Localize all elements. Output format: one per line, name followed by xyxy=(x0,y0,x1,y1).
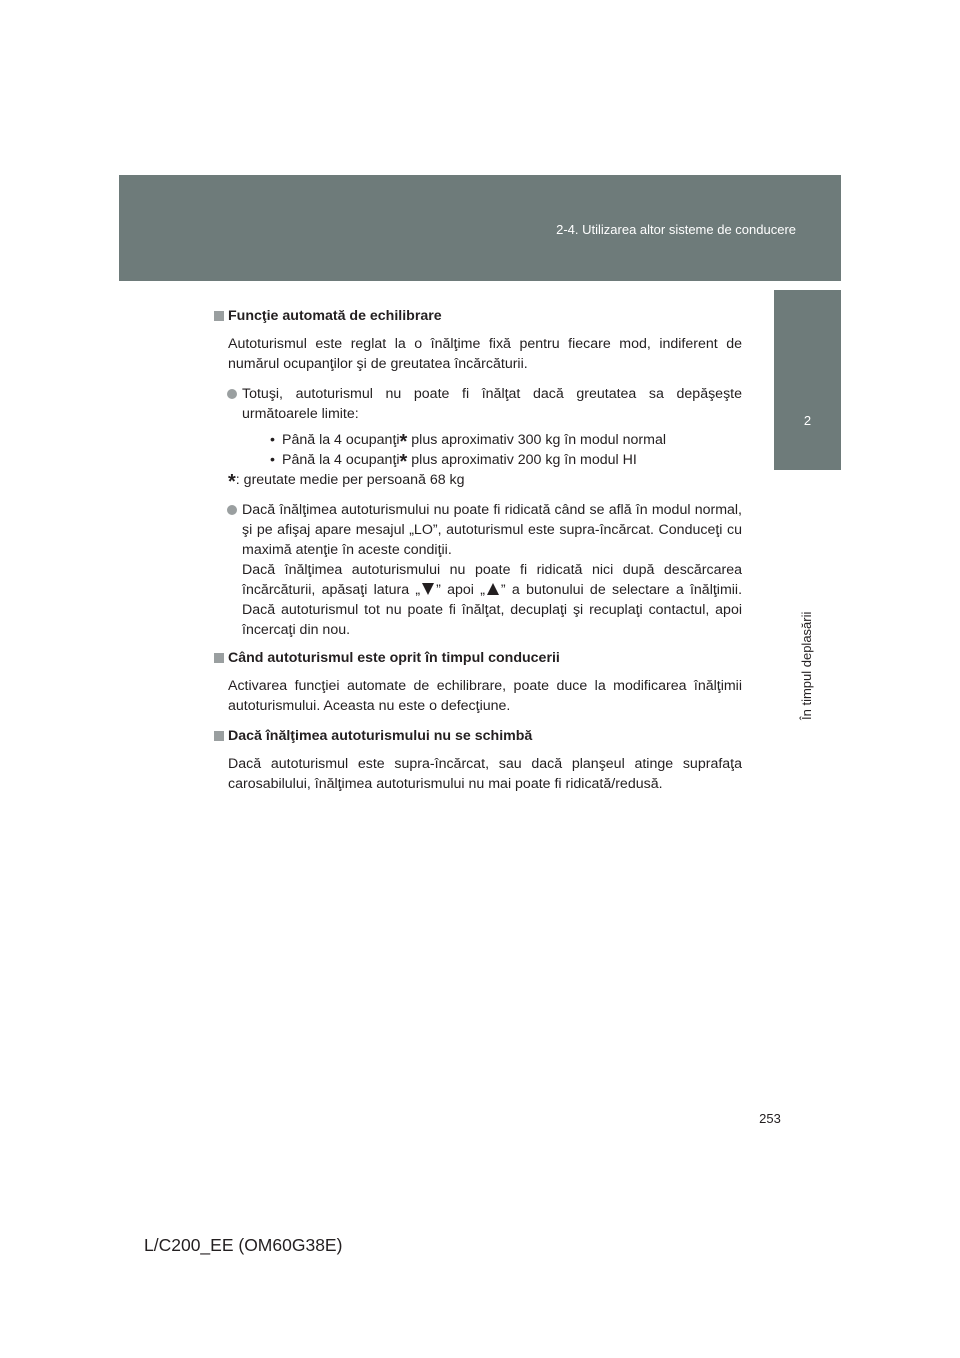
circle-bullet-icon xyxy=(227,505,237,515)
square-bullet-icon xyxy=(214,653,224,663)
section-heading xyxy=(214,726,742,746)
section-heading xyxy=(214,648,742,668)
asterisk-icon: * xyxy=(399,431,408,453)
text-run: ” a butonului de selectare a înălţimii. Dacă autoturismul tot nu poate fi înălţat, decuplaţi şi recuplaţi contactul, apoi încercaţi din nou. xyxy=(242,582,743,638)
bullet-text xyxy=(242,560,742,640)
bullet-text: Totuşi, autoturismul nu poate fi înălţat dacă greutatea sa depăşeşte următoarele limite: xyxy=(242,386,742,422)
chapter-number: 2 xyxy=(803,413,812,428)
square-bullet-icon xyxy=(214,311,224,321)
page-number: 253 xyxy=(759,1111,781,1126)
circle-bullet-icon xyxy=(227,389,237,399)
chapter-tab-label-box xyxy=(774,470,841,720)
asterisk-icon: * xyxy=(399,451,408,473)
asterisk-icon: * xyxy=(228,471,236,493)
heading-text: Dacă înălţimea autoturismului nu se schimbă xyxy=(228,728,533,744)
limit-text: plus aproximativ 300 kg în modul normal xyxy=(407,432,666,448)
bullet-item xyxy=(228,384,742,493)
limit-text: plus aproximativ 200 kg în modul HI xyxy=(407,452,637,468)
bullet-text: Dacă înălţimea autoturismului nu poate fi ridicată când se află în modul normal, şi pe afişaj apare mesajul „LO”, autoturismul este supra-încărcat. Conduceţi cu maximă atenţie în aceste condiţii. xyxy=(242,502,742,558)
square-bullet-icon xyxy=(214,731,224,741)
document-code: L/C200_EE (OM60G38E) xyxy=(144,1235,343,1255)
paragraph: Autoturismul este reglat la o înălţime fixă pentru fiecare mod, indiferent de numărul ocupanţilor şi de greutatea încărcăturii. xyxy=(228,336,742,372)
limit-text: Până la 4 ocupanţi xyxy=(282,432,400,448)
section-title: 2-4. Utilizarea altor sisteme de conducere xyxy=(556,222,796,237)
bullet-item xyxy=(228,500,742,640)
heading-text: Funcţie automată de echilibrare xyxy=(228,308,442,324)
limit-item: • Până la 4 ocupanţi* plus aproximativ 200 kg în modul HI xyxy=(270,451,637,473)
section-heading xyxy=(214,306,742,326)
footnote xyxy=(228,470,742,493)
paragraph: Dacă autoturismul este supra-încărcat, sau dacă planşeul atinge suprafaţa carosabilului, înălţimea autoturismului nu mai poate fi ridicată/redusă. xyxy=(228,756,742,792)
text-run: Dacă înălţimea autoturismului nu poate fi ridicată nici după descărcarea încărcăturii, apăsaţi latura „ xyxy=(242,562,742,598)
chapter-tab xyxy=(774,290,841,470)
limit-item: • Până la 4 ocupanţi* plus aproximativ 300 kg în modul normal xyxy=(270,431,666,453)
text-run: ” apoi „ xyxy=(436,582,485,598)
footnote-text: : greutate medie per persoană 68 kg xyxy=(235,472,465,488)
page-content xyxy=(214,306,742,804)
down-triangle-icon xyxy=(422,583,434,595)
chapter-label: În timpul deplasării xyxy=(799,611,814,720)
paragraph: Activarea funcţiei automate de echilibrare, poate duce la modificarea înălţimii autoturismului. Aceasta nu este o defecţiune. xyxy=(228,678,742,714)
up-triangle-icon xyxy=(487,583,499,595)
limit-text: Până la 4 ocupanţi xyxy=(282,452,400,468)
heading-text: Când autoturismul este oprit în timpul conducerii xyxy=(228,650,560,666)
